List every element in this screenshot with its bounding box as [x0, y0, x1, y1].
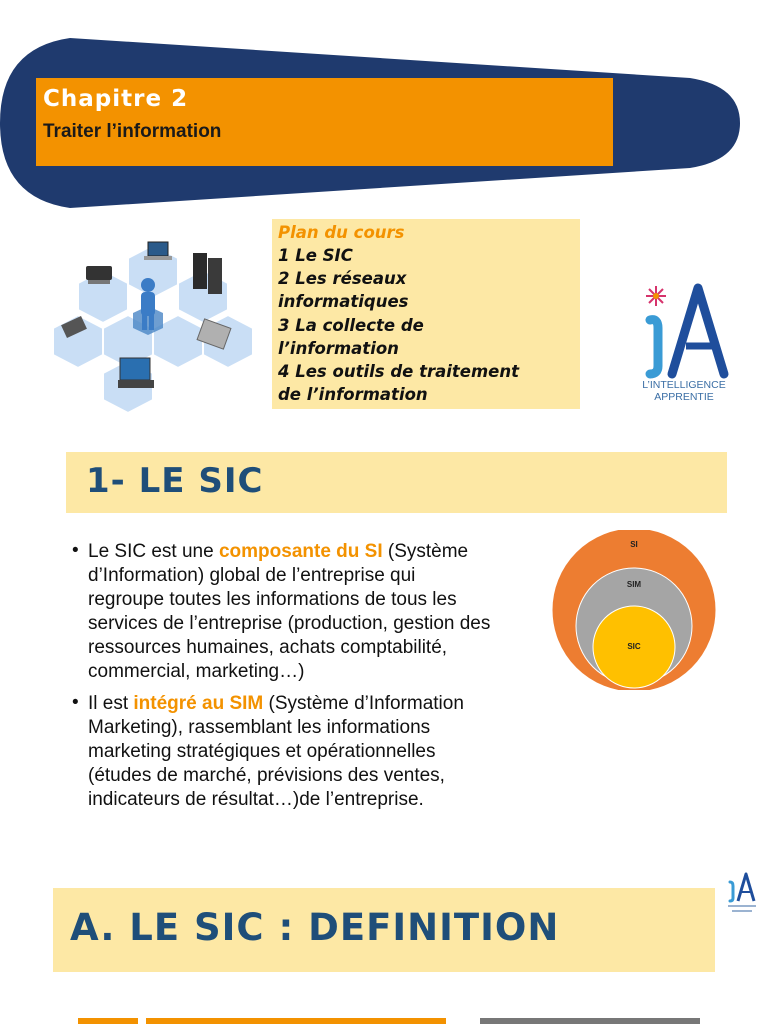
plan-item: informatiques: [278, 292, 409, 311]
plan-item: de l’information: [278, 385, 428, 404]
si-sim-sic-diagram: [550, 530, 718, 690]
chapter-title: Traiter l’information: [43, 121, 222, 142]
bullet-1-line: regroupe toutes les informations de tous les: [88, 589, 457, 610]
bullet-1-line: ressources humaines, achats comptabilité,: [88, 637, 448, 658]
bullet-2-line: Marketing), rassemblant les informations: [88, 717, 431, 738]
logo-text-line1: L’INTELLIGENCE: [642, 379, 726, 391]
bullet-2-line-1: [88, 692, 464, 716]
network-illustration: [48, 228, 268, 418]
bullet-1-line-1: [88, 540, 468, 564]
plan-item: 3 La collecte de: [278, 316, 424, 335]
bullet-2-line: indicateurs de résultat…)de l’entreprise.: [88, 789, 424, 810]
highlight-text: composante du SI: [218, 541, 383, 562]
section-1-title: 1- LE SIC: [86, 461, 264, 501]
plan-item: 4 Les outils de traitement: [278, 362, 519, 381]
section-a-title: A. LE SIC : DEFINITION: [70, 906, 560, 949]
bullet-dot: •: [72, 540, 79, 561]
si-label: SI: [630, 540, 638, 549]
cut-off-text-hint: [70, 1017, 710, 1024]
bullet-1-line: services de l’entreprise (production, gestion des: [88, 613, 491, 634]
highlight-text: intégré au SIM: [133, 693, 264, 714]
text-run: Il est: [88, 693, 134, 714]
plan-item: l’information: [278, 339, 399, 358]
plan-item: 1 Le SIC: [278, 246, 353, 265]
bullet-dot: •: [72, 692, 79, 713]
text-run: (Système d’Information: [263, 693, 464, 714]
small-logo: [722, 870, 762, 916]
sim-label: SIM: [626, 580, 642, 589]
plan-title: Plan du cours: [278, 223, 405, 242]
bullet-2-line: (études de marché, prévisions des ventes,: [88, 765, 445, 786]
bullet-1-line: d’Information) global de l’entreprise qui: [88, 565, 416, 586]
bullet-1-line: commercial, marketing…): [88, 661, 305, 682]
chapter-label: Chapitre 2: [43, 86, 189, 112]
bullet-2-line: marketing stratégiques et opérationnelles: [88, 741, 436, 762]
text-run: (Système: [382, 541, 469, 562]
course-plan-box: [272, 219, 580, 409]
sic-label: SIC: [627, 642, 641, 651]
text-run: Le SIC est une: [88, 541, 219, 562]
logo-text-line2: APPRENTIE: [654, 391, 714, 403]
plan-item: 2 Les réseaux: [278, 269, 407, 288]
